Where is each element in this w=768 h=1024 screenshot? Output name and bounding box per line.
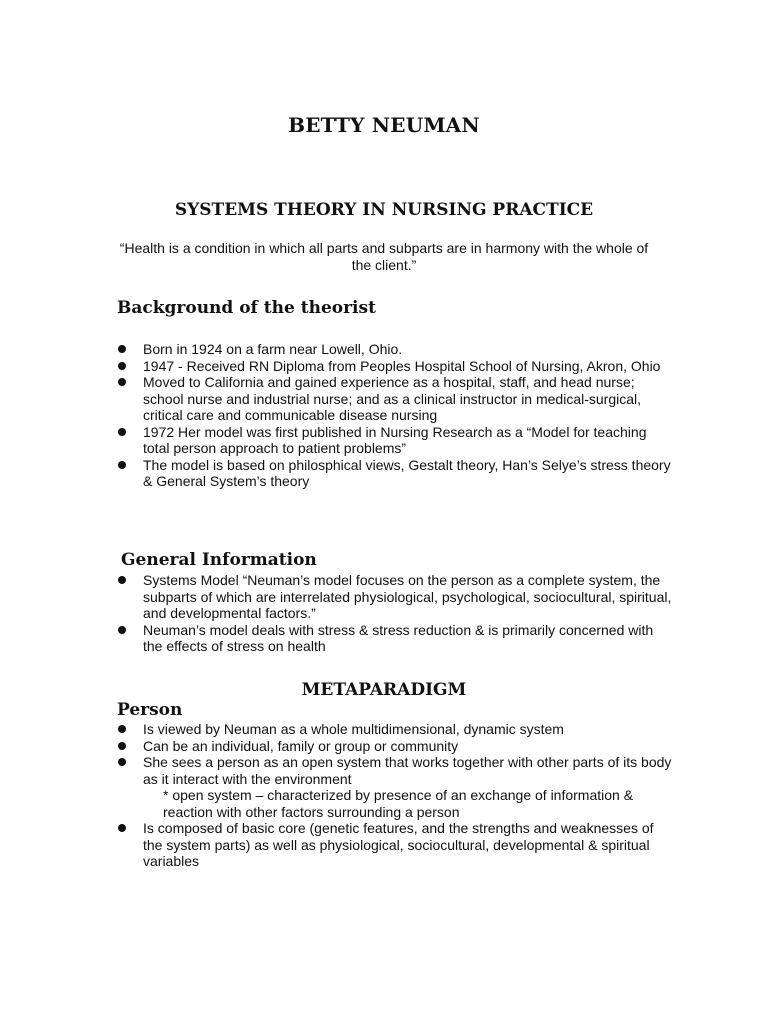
list-item-text: Born in 1924 on a farm near Lowell, Ohio. bbox=[143, 341, 403, 357]
general-information-list bbox=[115, 572, 675, 655]
list-item bbox=[115, 572, 675, 622]
bullet-icon bbox=[118, 362, 126, 370]
document-subtitle: SYSTEMS THEORY IN NURSING PRACTICE bbox=[174, 200, 594, 220]
person-list bbox=[115, 721, 675, 870]
list-item bbox=[115, 754, 675, 820]
list-item-text: 1947 - Received RN Diploma from Peoples Hospital School of Nursing, Akron, Ohio bbox=[143, 357, 661, 374]
list-item bbox=[115, 424, 675, 457]
bullet-icon bbox=[118, 725, 126, 733]
list-item bbox=[115, 721, 675, 738]
list-item-text: Can be an individual, family or group or community bbox=[143, 737, 459, 754]
list-item bbox=[115, 457, 675, 490]
list-item-text: Is viewed by Neuman as a whole multidimensional, dynamic system bbox=[143, 721, 564, 737]
bullet-icon bbox=[118, 378, 126, 386]
list-item bbox=[115, 358, 675, 375]
bullet-icon bbox=[118, 758, 126, 766]
bullet-icon bbox=[118, 742, 126, 750]
subheading-person: Person bbox=[117, 700, 183, 720]
background-list bbox=[115, 341, 675, 490]
list-item-text: 1972 Her model was first published in Nursing Research as a “Model for teaching total person approach to patient problems” bbox=[143, 423, 647, 456]
list-item bbox=[115, 738, 675, 755]
section-heading-background: Background of the theorist bbox=[117, 298, 376, 318]
bullet-icon bbox=[118, 824, 126, 832]
list-item-text: Neuman’s model deals with stress & stress reduction & is primarily concerned with the effects of stress on health bbox=[143, 621, 654, 654]
bullet-icon bbox=[118, 428, 126, 436]
list-item-text: The model is based on philosphical views, Gestalt theory, Han’s Selye’s stress theory & General System’s theory bbox=[143, 456, 671, 489]
list-item bbox=[115, 341, 675, 358]
list-item-text: Systems Model “Neuman’s model focuses on the person as a complete system, the subparts of which are interrelated physiological, psychological, sociocultural, spiritual, and developmental factors.” bbox=[143, 572, 672, 621]
section-heading-metaparadigm: METAPARADIGM bbox=[301, 680, 467, 700]
section-heading-general-information: General Information bbox=[121, 550, 317, 570]
open-system-note: * open system – characterized by presence of an exchange of information & reaction with other factors surrounding a person bbox=[163, 787, 634, 820]
list-item-text: Is composed of basic core (genetic features, and the strengths and weaknesses of the system parts) as well as physiological, sociocultural, developmental & spiritual variables bbox=[143, 820, 654, 869]
list-item-text: Moved to California and gained experience as a hospital, staff, and head nurse; school nurse and industrial nurse; and as a clinical instructor in medical-surgical, critical care and communicable disease nursing bbox=[143, 374, 642, 423]
bullet-icon bbox=[118, 626, 126, 634]
list-item bbox=[115, 622, 675, 655]
list-item bbox=[115, 820, 675, 870]
bullet-icon bbox=[118, 576, 126, 584]
document-title: BETTY NEUMAN bbox=[288, 113, 480, 137]
list-item-text: She sees a person as an open system that works together with other parts of its body as it interact with the environment bbox=[143, 754, 672, 787]
bullet-icon bbox=[118, 345, 126, 353]
bullet-icon bbox=[118, 461, 126, 469]
list-item bbox=[115, 374, 675, 424]
opening-quote: “Health is a condition in which all parts and subparts are in harmony with the whole of the client.” bbox=[119, 240, 649, 273]
